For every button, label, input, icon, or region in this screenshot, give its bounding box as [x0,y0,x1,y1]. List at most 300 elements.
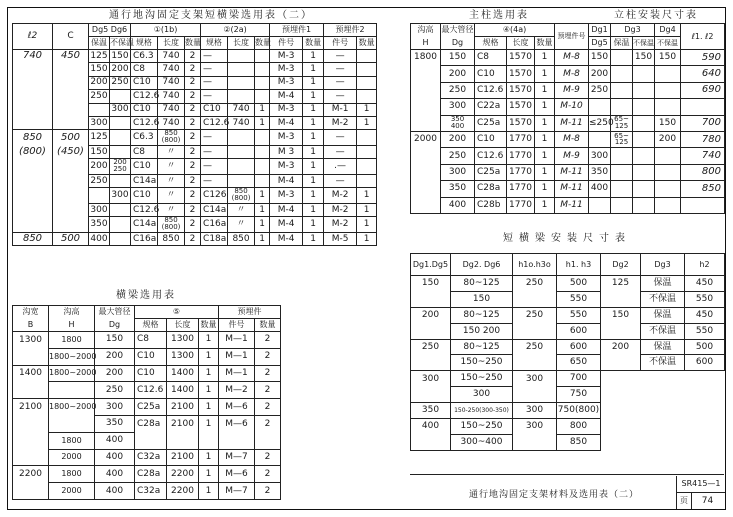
table-cell: 400 [411,419,451,435]
table-cell [611,164,633,180]
table-row [13,449,281,466]
table-cell: C25a [135,399,167,416]
table-cell: 2100 [167,415,199,432]
table-cell [228,90,255,103]
table-cell: 1 [535,164,555,180]
table-cell [89,188,110,204]
table-cell: 250 [441,82,475,98]
table-cell: M-10 [555,99,589,115]
table-cell: 2000 [49,449,95,466]
table-cell: C8 [135,332,167,349]
col-qty-3: 数量 [303,37,324,50]
table-cell: M-3 [270,130,303,146]
stacked-line: 125 [614,122,629,131]
table-cell: 350 [411,403,451,419]
table-cell [53,175,89,188]
table-cell: 1 [535,115,555,131]
table-cell: 200 [411,307,451,323]
table-cell: 不保温 [641,323,685,339]
table-cell: 400 [95,432,135,449]
table-cell: 1800 [49,332,95,349]
stacked-line: (800) [161,135,181,144]
table-cell: C28b [475,197,507,213]
table-cell: 1800~2000 [49,399,95,416]
page-number: 74 [701,496,714,506]
table-cell [228,63,255,76]
table-cell [641,371,685,387]
table-cell: C10 [135,365,167,382]
table-cell [13,348,49,365]
table-cell: 1 [199,415,219,432]
table-cell [110,90,131,103]
table-cell: 不保温 [641,355,685,371]
table-cell: 〃 [158,204,185,217]
table-cell [255,90,270,103]
table-gap [377,159,411,175]
table-cell: 200 [95,348,135,365]
table-cell: M-8 [555,66,589,82]
table-cell: 850 [158,233,185,246]
table-gap [377,50,411,63]
col-dg5: Dg5 [589,37,611,50]
table-cell: 1 [535,82,555,98]
table-cell: M-11 [555,197,589,213]
table-cell: 400 [441,197,475,213]
table-row [589,148,725,164]
col-dg1: Dg1 [589,24,611,37]
table-cell: C25a [475,115,507,131]
col-trench-width: 沟宽 [13,306,49,319]
table-cell: C14a [131,175,158,188]
table-cell: 1 [303,233,324,246]
table-cell [158,217,185,233]
table-cell: 550 [557,291,601,307]
table-cell: 780 [681,131,725,147]
col-h1-h3: h1. h3 [557,254,601,276]
table-row [13,217,411,233]
table-cell: C16a [201,217,228,233]
table-cell: 2 [185,188,201,204]
col-uninsulated-2: 不保温 [655,37,681,50]
table-cell: 125 [601,276,641,292]
table-cell [13,483,49,500]
table-cell [611,82,633,98]
table-cell: 2000 [49,483,95,500]
table-cell: M-5 [324,233,357,246]
table-cell: 1300 [13,332,49,349]
table-cell: 250 [513,307,557,323]
table-cell: 740 [228,103,255,116]
table-cell: C12.6 [131,116,158,129]
col-h2: h2 [685,254,725,276]
table-cell [411,115,441,131]
table-cell: 250 [513,276,557,292]
table-cell [681,197,725,213]
table-cell: 1 [357,233,377,246]
table-cell: 300 [95,399,135,416]
table-cell: 2 [255,382,281,399]
table-cell [13,415,49,432]
table-cell: (800) [13,145,53,158]
table-cell: 640 [681,66,725,82]
table-cell [357,175,377,188]
table-cell: M-4 [270,90,303,103]
table-cell [158,130,185,146]
table-cell: 2 [185,159,201,175]
col-insulated: 保温 [89,37,110,50]
table-cell: 2 [255,332,281,349]
stacked-line: 250 [113,165,127,174]
table-cell: 1570 [507,50,535,66]
table-row [589,50,725,66]
table-cell: C8 [131,145,158,158]
table-cell: 740 [158,103,185,116]
table-cell: 1 [199,382,219,399]
table-cell: 150 [441,50,475,66]
col-qty-4: 数量 [357,37,377,50]
table-cell: C126 [201,188,228,204]
table-cell: M-9 [555,148,589,164]
table-row [411,323,725,339]
table-cell: — [201,50,228,63]
table-cell: 1 [303,50,324,63]
table-cell [589,197,611,213]
table-cell: C18a [201,233,228,246]
table-cell: M-11 [555,115,589,131]
table-cell: 2 [185,103,201,116]
col-uninsulated: 不保温 [633,37,655,50]
table-cell: 1 [199,483,219,500]
col-spec: 规格 [135,319,167,332]
col-trench-height: 沟高 [49,306,95,319]
table-row [13,90,411,103]
table-cell [411,355,451,371]
table-cell: 740 [13,50,53,63]
col-uninsulated: 不保温 [110,37,131,50]
table-cell [49,382,95,399]
table-cell: 1 [303,130,324,146]
col-spec-2: 规格 [201,37,228,50]
table-cell: 1570 [507,99,535,115]
table-row [411,276,725,292]
col-insulated: 保温 [611,37,633,50]
table-cell: 1800 [49,432,95,449]
table-cell [357,76,377,89]
table-cell: 590 [681,50,725,66]
table-gap [377,145,411,158]
table-cell [110,145,131,158]
table-cell: C28a [135,415,167,432]
table-cell: 400 [89,233,110,246]
table-cell [611,181,633,197]
table-cell: 1 [199,399,219,416]
table-gap [377,103,411,116]
table-cell: 700 [557,371,601,387]
table-cell: 1 [357,217,377,233]
table-cell: 850 [13,130,53,146]
stacked-value [162,217,181,230]
table-cell [685,403,725,419]
table-cell: M-8 [555,131,589,147]
table-cell: 保温 [641,339,685,355]
table-cell [611,197,633,213]
table-cell: C8 [475,50,507,66]
table-cell: 300 [513,419,557,435]
table-cell: 740 [158,63,185,76]
table-cell: 450 [685,276,725,292]
table-cell: C10 [475,131,507,147]
table-cell [685,419,725,435]
table-cell [685,371,725,387]
table-cell: 2 [255,415,281,432]
table-cell [255,145,270,158]
table-cell: 150~250 [451,419,513,435]
table-cell: 750(800) [557,403,601,419]
col-max-dia: 最大管径 [95,306,135,319]
col-max-dia: 最大管径 [441,24,475,37]
table-cell: M—6 [219,399,255,416]
table-cell [228,145,255,158]
table-cell [633,148,655,164]
table-cell [219,432,255,449]
table-cell: 2 [255,399,281,416]
table-cell: 600 [557,323,601,339]
stacked-value [162,130,181,143]
table-cell [53,217,89,233]
table-cell [685,387,725,403]
table-cell [655,181,681,197]
table-cell [633,66,655,82]
table-cell: — [201,159,228,175]
drawing-title: 通行地沟固定支架材料及选用表（二） [468,490,639,500]
stacked-line: 850 [164,216,178,225]
table-row [13,382,281,399]
table-cell: C32a [135,449,167,466]
stacked-value [451,116,464,129]
table-cell: 1570 [507,82,535,98]
col-dg2-dg6: Dg2. Dg6 [451,254,513,276]
table-cell: C10 [201,103,228,116]
table-cell: M-3 [270,188,303,204]
table-cell: 300 [411,371,451,387]
table-cell: 750 [557,387,601,403]
table-cell: C16a [131,233,158,246]
table-cell: 600 [557,339,601,355]
table-cell [357,63,377,76]
table-cell: 1400 [13,365,49,382]
table-cell: 1 [303,159,324,175]
col-H: H [411,37,441,50]
table-row [589,66,725,82]
table-cell: M-11 [555,181,589,197]
col-part-no: 件号 [219,319,255,332]
table-cell: 1300 [167,332,199,349]
table-cell: 1 [255,217,270,233]
table-cell: 600 [685,355,725,371]
col-part-no: 件号 [270,37,303,50]
table-cell: 200 [589,66,611,82]
table-cell: 200 [441,66,475,82]
table-cell: M-3 [270,76,303,89]
table-cell: 200 [89,76,110,89]
table-cell: M—2 [219,382,255,399]
table-cell [13,116,53,129]
table-gap [377,24,411,50]
table-cell [601,323,641,339]
table-cell: 1770 [507,148,535,164]
table-cell [357,90,377,103]
table-cell [110,233,131,246]
table-row [13,233,411,246]
stacked-line: 350 [450,114,465,123]
table-row [13,204,411,217]
table-cell: 500 [53,233,89,246]
table-cell [13,188,53,204]
table-cell: C6.3 [131,50,158,63]
table-row [411,66,589,82]
table-cell: 1570 [507,66,535,82]
table-row [411,148,589,164]
table-row [13,175,411,188]
stacked-value [232,188,251,201]
table-gap [377,217,411,233]
table-row [13,145,411,158]
table-cell: M-1 [324,103,357,116]
table-cell: 350 [95,415,135,432]
table-cell: 2200 [167,466,199,483]
table-cell [53,116,89,129]
table-cell: 2100 [13,399,49,416]
col-embed: 预埋件 [219,306,281,319]
table-cell [681,99,725,115]
table-cell [411,181,441,197]
table-gap [377,90,411,103]
table-cell [513,387,557,403]
stacked-line: 400 [450,121,465,130]
table-cell [228,175,255,188]
table-cell: 400 [95,466,135,483]
table-cell [110,175,131,188]
table-cell: 1 [303,63,324,76]
table-cell: 700 [681,115,725,131]
table-cell: 2 [255,348,281,365]
table-row [13,76,411,89]
col-dg1-dg5: Dg1.Dg5 [411,254,451,276]
table-cell [13,204,53,217]
table-cell [411,99,441,115]
col-length-2: 长度 [228,37,255,50]
table-cell: 150 [601,307,641,323]
table-cell [13,159,53,175]
table-cell: M 3 [270,145,303,158]
table-cell: 200 [95,365,135,382]
table-cell: 800 [557,419,601,435]
table-cell: 150 [411,276,451,292]
table-cell [655,66,681,82]
table-cell [411,434,451,450]
table-cell [13,103,53,116]
table-row [411,82,589,98]
table-cell: 1400 [167,382,199,399]
table-cell: — [324,90,357,103]
col-spec: 规格 [131,37,158,50]
table-cell: M—1 [219,348,255,365]
table-cell: 350 [589,164,611,180]
table-cell [53,204,89,217]
table-row [13,432,281,449]
table-cell: 650 [557,355,601,371]
col-length: 长度 [507,37,535,50]
table-cell [513,434,557,450]
page-label: 页 [676,493,692,509]
table-cell: 2 [185,217,201,233]
table-cell: M-3 [270,103,303,116]
table-cell [357,159,377,175]
table-cell [357,145,377,158]
table-cell: 〃 [158,188,185,204]
table-cell: 1770 [507,197,535,213]
table-cell: 1 [303,116,324,129]
table-cell: M-9 [555,82,589,98]
stacked-line: 125 [614,138,629,147]
table-cell [611,115,633,131]
table-gap [377,233,411,246]
table-cell [228,76,255,89]
table-cell: 2200 [13,466,49,483]
table-row [13,50,411,63]
table-cell: 300 [441,99,475,115]
table-row [589,181,725,197]
table-cell: C10 [131,76,158,89]
table-row [13,332,281,349]
col-l2: ℓ2 [13,24,53,50]
table-cell [685,434,725,450]
table-cell [255,130,270,146]
col-group-4: ④(4a) [475,24,555,37]
table-cell: 1 [255,116,270,129]
col-length: 长度 [167,319,199,332]
table-cell: C12.6 [475,82,507,98]
table-gap [377,175,411,188]
table-cell: C10 [131,188,158,204]
table-cell: — [324,76,357,89]
table-cell: — [324,63,357,76]
table-cell: 1770 [507,181,535,197]
table-cell: M-11 [555,164,589,180]
table-cell [53,76,89,89]
col-qty: 数量 [535,37,555,50]
drawing-code: SR415—1 [676,476,725,493]
table-cell: 250 [89,90,110,103]
table-cell [601,291,641,307]
table-cell [411,197,441,213]
col-embed-1: 预埋件1 [270,24,324,37]
table-cell: 〃 [158,159,185,175]
stacked-line: (800) [231,194,251,203]
table-cell: 400 [589,181,611,197]
table-cell [255,63,270,76]
table-cell: 1 [303,217,324,233]
table-cell [611,66,633,82]
table-cell [601,371,641,387]
table-cell: 250 [589,82,611,98]
table-cell [589,131,611,147]
table-cell: 1 [255,233,270,246]
table-cell: 1 [535,50,555,66]
table-cell: 1400 [167,365,199,382]
table-cell [110,130,131,146]
col-B: B [13,319,49,332]
